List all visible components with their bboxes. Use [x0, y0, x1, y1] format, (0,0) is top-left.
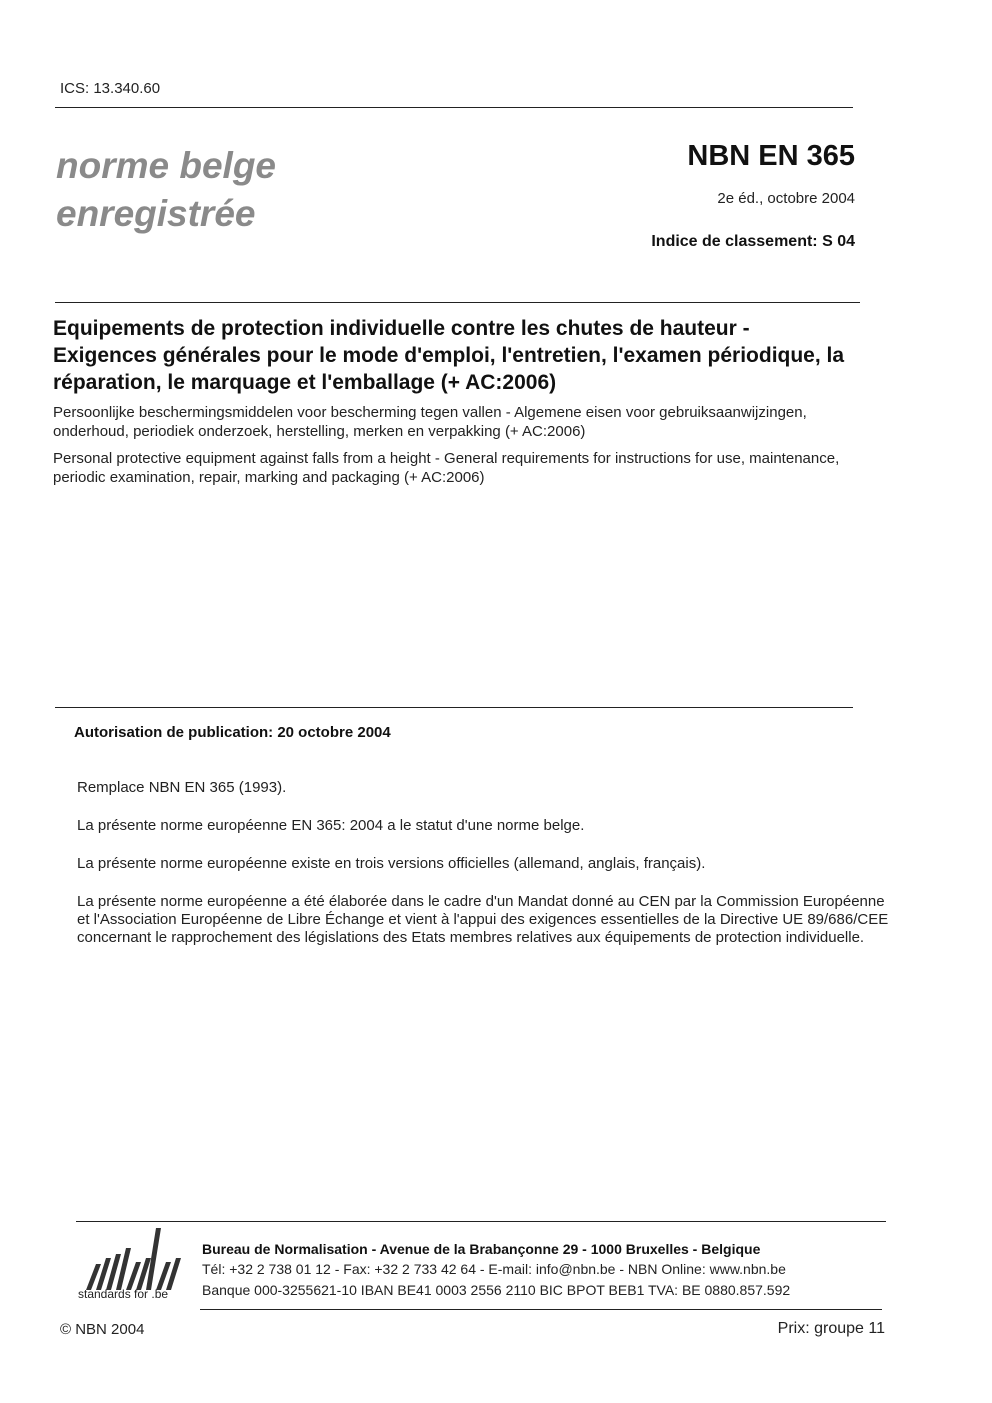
copyright: © NBN 2004: [60, 1321, 145, 1338]
paragraph-replaces: Remplace NBN EN 365 (1993).: [77, 779, 287, 796]
footer-contact: Tél: +32 2 738 01 12 - Fax: +32 2 733 42 64 - E-mail: info@nbn.be - NBN Online: www.nbn.be: [202, 1261, 786, 1277]
brand-line-2: enregistrée: [56, 193, 256, 234]
paragraph-versions: La présente norme européenne existe en trois versions officielles (allemand, anglais, français).: [77, 855, 706, 872]
title-english: Personal protective equipment against falls from a height - General requirements for instructions for use, maintenance, periodic examination, repair, marking and packaging (+ AC:2006): [53, 450, 840, 486]
edition-date: 2e éd., octobre 2004: [717, 190, 855, 207]
body-rule: [55, 707, 853, 708]
title-rule: [55, 302, 860, 303]
nbn-logo: [76, 1228, 188, 1304]
title-french: Equipements de protection individuelle contre les chutes de hauteur - Exigences générales pour le mode d'emploi, l'entretien, l'examen périodique, la réparation, le marquage et l'emballage (+ AC:2006): [53, 317, 845, 394]
footer-rule-top: [76, 1221, 886, 1222]
classification-index: Indice de classement: S 04: [651, 233, 855, 250]
paragraph-mandate: La présente norme européenne a été élaborée dans le cadre d'un Mandat donné au CEN par la Commission Européenne et l'Association Européenne de Libre Échange et vient à l'appui des exigences essentielles de la Directive UE 89/686/CEE concernant le rapprochement des législations des Etats membres relatives aux équipements de protection individuelle.: [77, 893, 889, 946]
brand-title: [56, 142, 276, 238]
footer-address: Bureau de Normalisation - Avenue de la Brabançonne 29 - 1000 Bruxelles - Belgique: [202, 1241, 761, 1257]
logo-tagline: standards for .be: [78, 1287, 169, 1301]
publication-authorisation: Autorisation de publication: 20 octobre 2004: [74, 724, 391, 741]
brand-line-1: norme belge: [56, 145, 276, 186]
title-dutch: Persoonlijke beschermingsmiddelen voor bescherming tegen vallen - Algemene eisen voor gebruiksaanwijzingen, onderhoud, periodiek onderzoek, herstelling, merken en verpakking (+ AC:2006): [53, 404, 807, 440]
footer-bank: Banque 000-3255621-10 IBAN BE41 0003 2556 2110 BIC BPOT BEB1 TVA: BE 0880.857.592: [202, 1282, 791, 1298]
paragraph-status: La présente norme européenne EN 365: 2004 a le statut d'une norme belge.: [77, 817, 585, 834]
footer-rule-bottom: [200, 1309, 882, 1310]
document-number: NBN EN 365: [687, 140, 855, 172]
ics-code: ICS: 13.340.60: [60, 80, 161, 97]
price-group: Prix: groupe 11: [777, 1320, 885, 1337]
header-rule: [55, 107, 853, 108]
